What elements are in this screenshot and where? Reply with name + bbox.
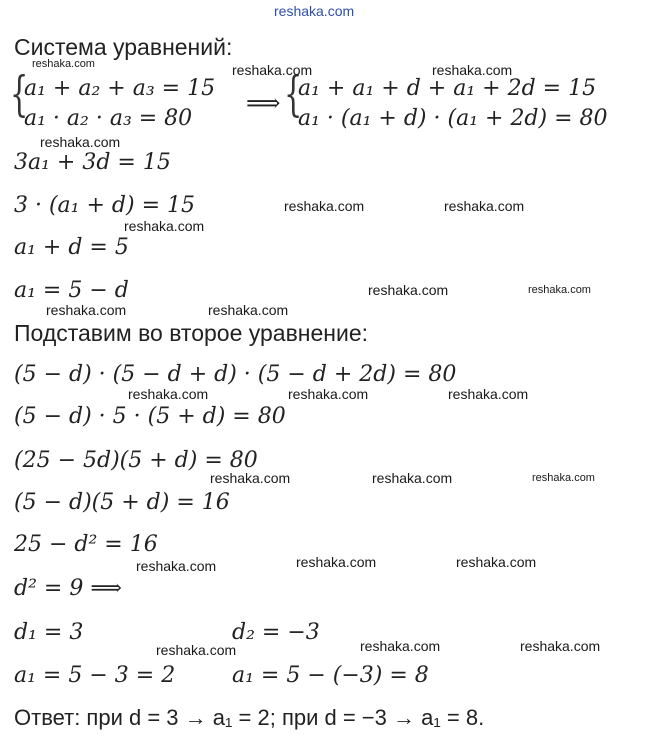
- system-right-eq1: a₁ + a₁ + d + a₁ + 2d = 15: [298, 76, 597, 101]
- watermark: reshaka.com: [528, 284, 591, 296]
- watermark: reshaka.com: [208, 302, 289, 318]
- watermark: reshaka.com: [232, 62, 313, 78]
- watermark: reshaka.com: [448, 386, 529, 402]
- watermark: reshaka.com: [46, 302, 127, 318]
- watermark: reshaka.com: [156, 642, 237, 658]
- watermark: reshaka.com: [456, 554, 537, 570]
- substitute-heading: Подставим во второе уравнение:: [14, 320, 369, 346]
- right-brace: {: [284, 66, 303, 122]
- watermark: reshaka.com: [372, 470, 453, 486]
- step-7: (25 − 5d)(5 + d) = 80: [14, 448, 258, 473]
- step-5: (5 − d) · (5 − d + d) · (5 − d + 2d) = 80: [14, 362, 457, 387]
- site-watermark-top: reshaka.com: [274, 3, 355, 19]
- watermark: reshaka.com: [360, 638, 441, 654]
- system-left-eq2: a₁ · a₂ · a₃ = 80: [24, 106, 193, 131]
- a1-case-2: a₁ = 5 − (−3) = 8: [232, 663, 429, 688]
- system-right-eq2: a₁ · (a₁ + d) · (a₁ + 2d) = 80: [298, 106, 608, 131]
- step-10: d² = 9 ⟹: [14, 576, 122, 601]
- left-brace: {: [10, 66, 29, 122]
- watermark: reshaka.com: [368, 282, 449, 298]
- watermark: reshaka.com: [128, 386, 209, 402]
- step-2: 3 · (a₁ + d) = 15: [14, 193, 195, 218]
- answer-line: Ответ: при d = 3 → a₁ = 2; при d = −3 → a₁ = 8.: [14, 705, 485, 730]
- watermark: reshaka.com: [124, 218, 205, 234]
- watermark: reshaka.com: [210, 470, 291, 486]
- d1-value: d₁ = 3: [14, 620, 84, 645]
- watermark: reshaka.com: [284, 198, 365, 214]
- d2-value: d₂ = −3: [232, 620, 320, 645]
- watermark: reshaka.com: [296, 554, 377, 570]
- heading-system: Система уравнений:: [14, 34, 233, 60]
- a1-case-1: a₁ = 5 − 3 = 2: [14, 663, 176, 688]
- watermark: reshaka.com: [432, 62, 513, 78]
- step-6: (5 − d) · 5 · (5 + d) = 80: [14, 404, 286, 429]
- step-1: 3a₁ + 3d = 15: [14, 150, 171, 175]
- watermark: reshaka.com: [532, 472, 595, 484]
- step-8: (5 − d)(5 + d) = 16: [14, 490, 230, 515]
- watermark: reshaka.com: [136, 558, 217, 574]
- watermark: reshaka.com: [32, 58, 95, 70]
- watermark: reshaka.com: [288, 386, 369, 402]
- system-left-eq1: a₁ + a₂ + a₃ = 15: [24, 76, 216, 101]
- step-4: a₁ = 5 − d: [14, 278, 129, 303]
- step-9: 25 − d² = 16: [14, 532, 158, 557]
- watermark: reshaka.com: [40, 134, 121, 150]
- watermark: reshaka.com: [520, 638, 601, 654]
- watermark: reshaka.com: [444, 198, 525, 214]
- implies-arrow: ⟹: [246, 89, 281, 117]
- step-3: a₁ + d = 5: [14, 235, 129, 260]
